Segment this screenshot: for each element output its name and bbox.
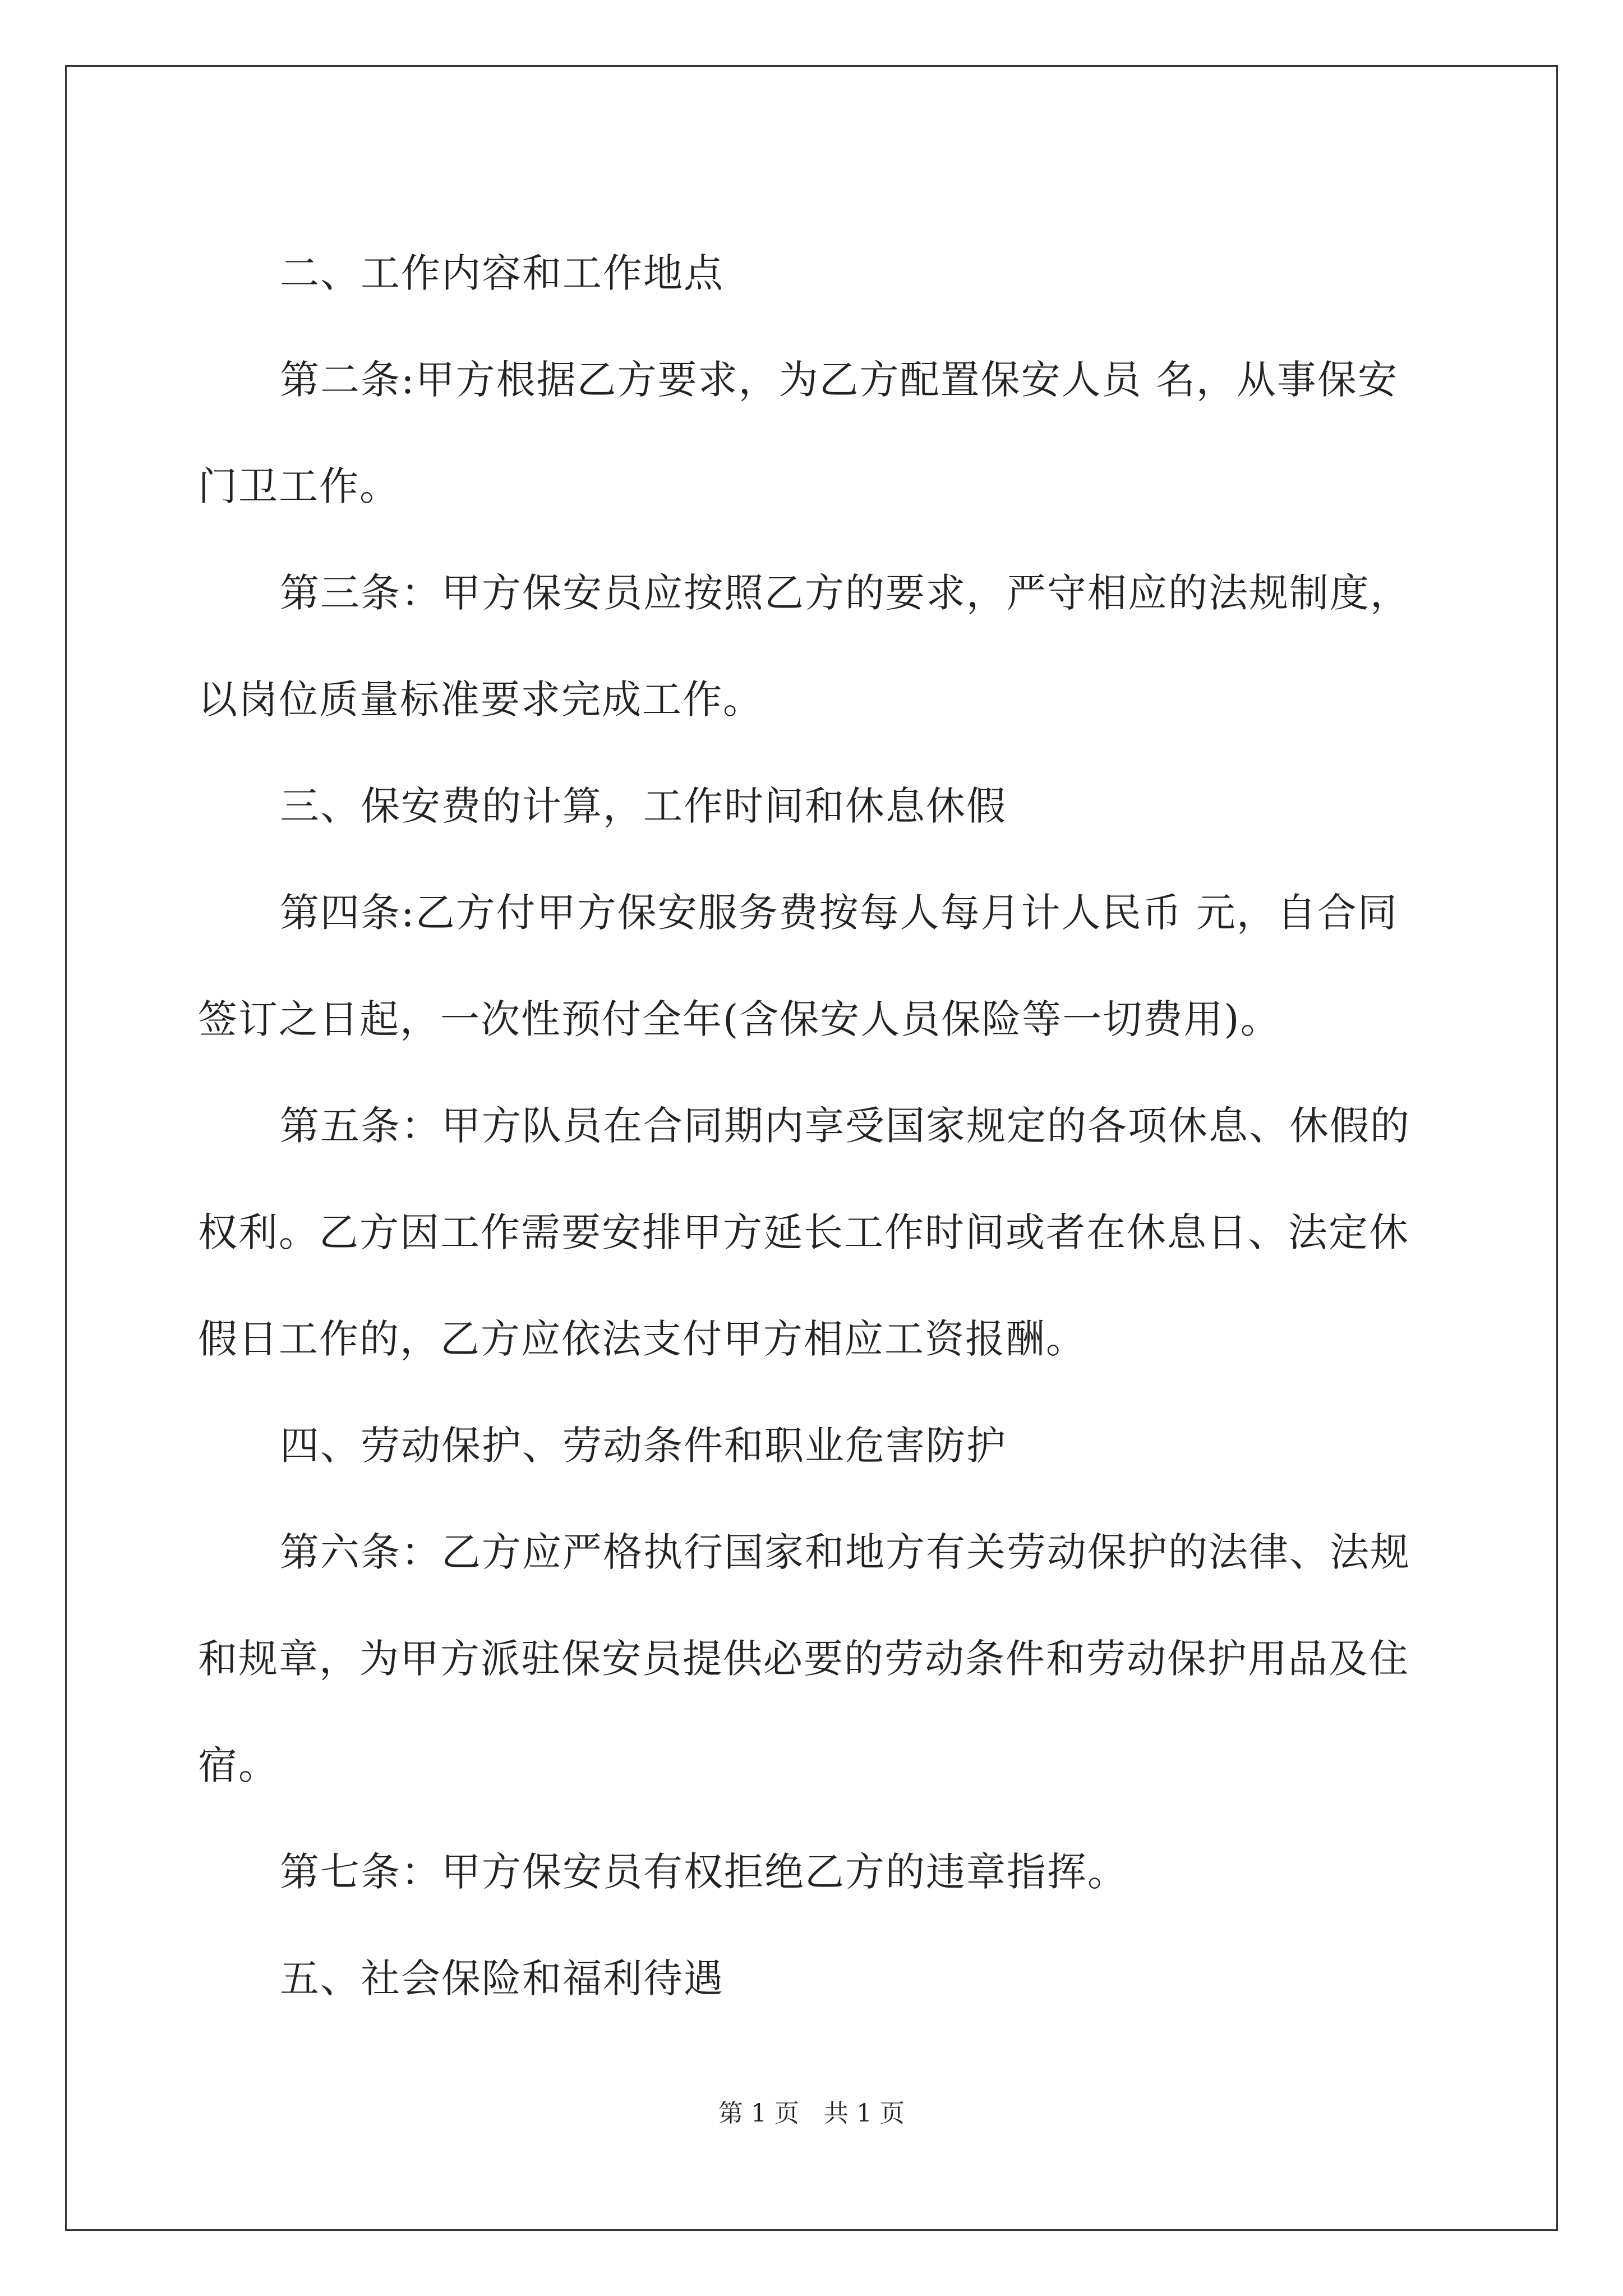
document-body [198,220,1432,2032]
article-3-paragraph: 第三条：甲方保安员应按照乙方的要求，严守相应的法规制度，以岗位质量标准要求完成工作。 [198,570,1410,723]
article-2-paragraph: 第二条:甲方根据乙方要求，为乙方配置保安人员 名，从事保安门卫工作。 [198,357,1398,509]
section-heading-work-content: 二、工作内容和工作地点 [280,250,724,296]
article-4-paragraph: 第四条:乙方付甲方保安服务费按每人每月计人民币 元，自合同签订之日起，一次性预付全年(含保安人员保险等一切费用)。 [198,890,1398,1042]
section-heading-labor-protection: 四、劳动保护、劳动条件和职业危害防护 [280,1423,1007,1469]
section-heading-fees-hours: 三、保安费的计算，工作时间和休息休假 [280,783,1007,829]
section-heading-social-insurance: 五、社会保险和福利待遇 [280,1955,724,2001]
article-6-paragraph: 第六条：乙方应严格执行国家和地方有关劳动保护的法律、法规和规章，为甲方派驻保安员提供必要的劳动条件和劳动保护用品及住宿。 [198,1529,1410,1788]
article-7-paragraph: 第七条：甲方保安员有权拒绝乙方的违章指挥。 [280,1849,1128,1895]
page-number-footer: 第 1 页 共 1 页 [718,2099,905,2128]
article-5-paragraph: 第五条：甲方队员在合同期内享受国家规定的各项休息、休假的权利。乙方因工作需要安排甲方延长工作时间或者在休息日、法定休假日工作的，乙方应依法支付甲方相应工资报酬。 [198,1103,1410,1362]
